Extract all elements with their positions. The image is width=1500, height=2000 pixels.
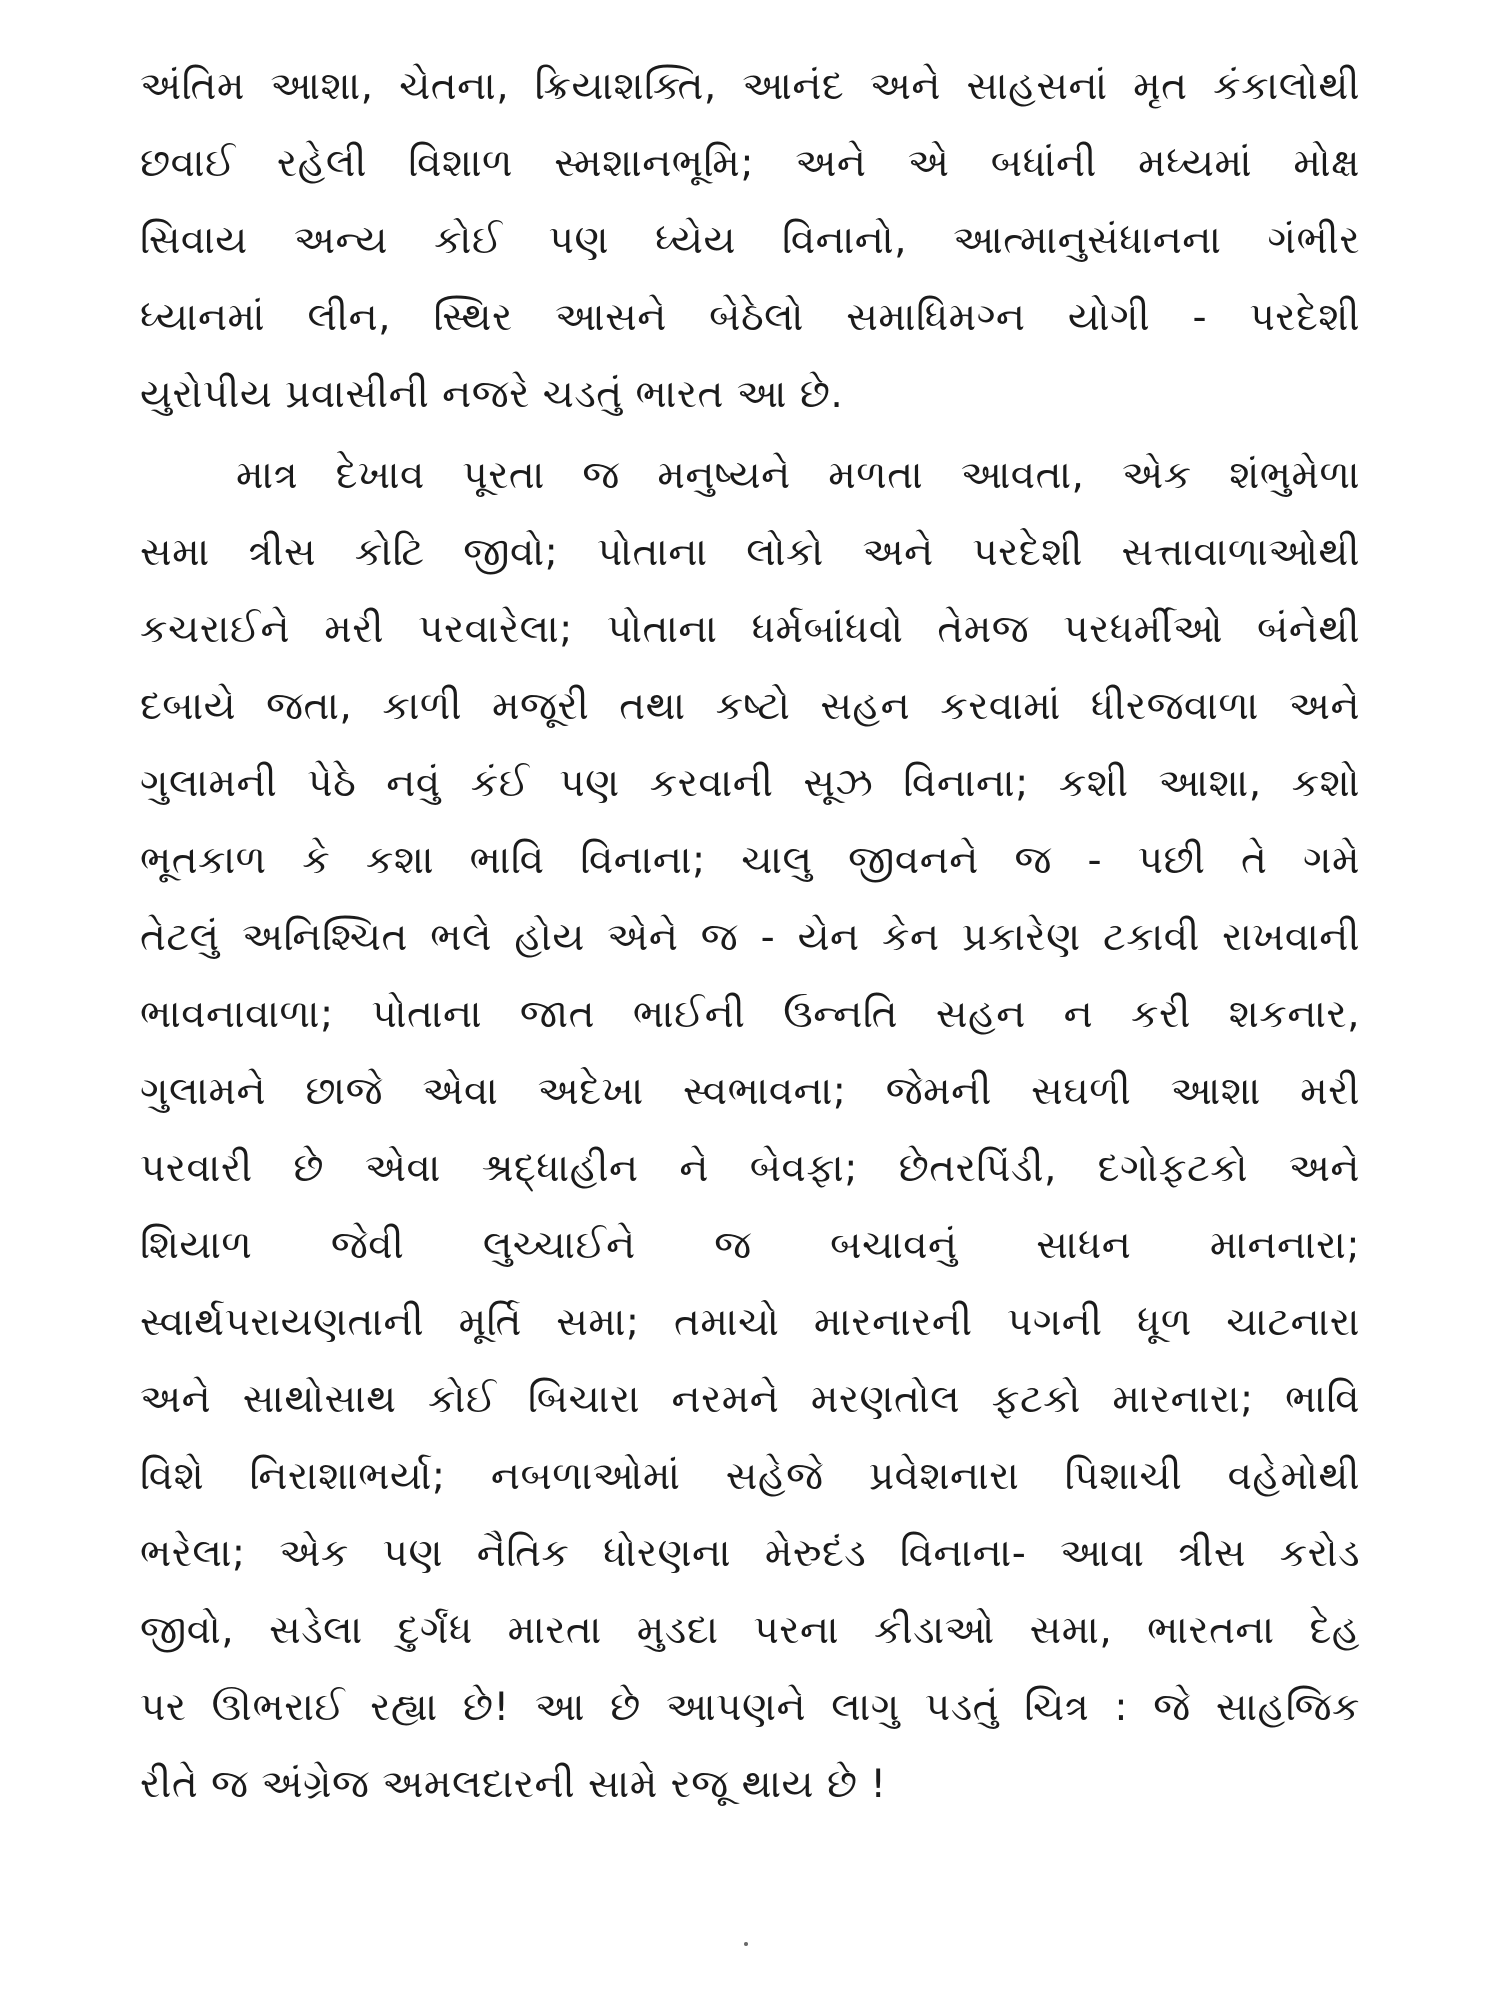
text-line: માત્ર દેખાવ પૂરતા જ મનુષ્યને મળતા આવતા, એક શંભુમેળા (236, 453, 1360, 498)
text-line: ધ્યાનમાં લીન, સ્થિર આસને બેઠેલો સમાધિમગ્ન યોગી - પરદેશી (140, 295, 1360, 340)
scan-speck (744, 1942, 748, 1946)
text-line: સ્વાર્થપરાયણતાની મૂર્તિ સમા; તમાચો મારનારની પગની ધૂળ ચાટનારા (140, 1300, 1360, 1345)
text-line: યુરોપીય પ્રવાસીની નજરે ચડતું ભારત આ છે. (140, 372, 844, 417)
paragraph-2 (140, 437, 1360, 1823)
text-line: શિયાળ જેવી લુચ્ચાઈને જ બચાવનું સાધન માનનારા; (140, 1223, 1360, 1268)
text-line: ભરેલા; એક પણ નૈતિક ધોરણના મેરુદંડ વિનાના- આવા ત્રીસ કરોડ (140, 1531, 1360, 1576)
text-line: ભૂતકાળ કે કશા ભાવિ વિનાના; ચાલુ જીવનને જ - પછી તે ગમે (140, 838, 1360, 883)
document-page (140, 48, 1360, 1823)
text-line: ભાવનાવાળા; પોતાના જાત ભાઈની ઉન્નતિ સહન ન કરી શકનાર, (140, 992, 1360, 1037)
text-line: દબાયે જતા, કાળી મજૂરી તથા કષ્ટો સહન કરવામાં ધીરજવાળા અને (140, 684, 1360, 729)
text-line: પર ઊભરાઈ રહ્યા છે! આ છે આપણને લાગુ પડતું ચિત્ર : જે સાહજિક (140, 1685, 1360, 1730)
text-line: વિશે નિરાશાભર્યા; નબળાઓમાં સહેજે પ્રવેશનારા પિશાચી વહેમોથી (140, 1454, 1360, 1499)
text-line: સિવાય અન્ય કોઈ પણ ધ્યેય વિનાનો, આત્માનુસંધાનના ગંભીર (140, 218, 1361, 263)
text-line: સમા ત્રીસ કોટિ જીવો; પોતાના લોકો અને પરદેશી સત્તાવાળાઓથી (140, 530, 1360, 575)
text-line: ગુલામની પેઠે નવું કંઈ પણ કરવાની સૂઝ વિનાના; કશી આશા, કશો (140, 761, 1360, 806)
text-line: જીવો, સડેલા દુર્ગંધ મારતા મુડદા પરના કીડાઓ સમા, ભારતના દેહ (140, 1608, 1360, 1653)
text-line: ગુલામને છાજે એવા અદેખા સ્વભાવના; જેમની સઘળી આશા મરી (140, 1069, 1360, 1114)
text-line: રીતે જ અંગ્રેજ અમલદારની સામે રજૂ થાય છે ! (140, 1762, 887, 1807)
text-line: પરવારી છે એવા શ્રદ્ધાહીન ને બેવફા; છેતરપિંડી, દગોફટકો અને (140, 1146, 1360, 1191)
paragraph-1 (140, 48, 1360, 433)
text-line: અને સાથોસાથ કોઈ બિચારા નરમને મરણતોલ ફટકો મારનારા; ભાવિ (140, 1377, 1360, 1422)
text-line: કચરાઈને મરી પરવારેલા; પોતાના ધર્મબાંધવો તેમજ પરધર્મીઓ બંનેથી (140, 607, 1360, 652)
text-line: છવાઈ રહેલી વિશાળ સ્મશાનભૂમિ; અને એ બધાંની મધ્યમાં મોક્ષ (140, 141, 1360, 186)
text-line: અંતિમ આશા, ચેતના, ક્રિયાશક્તિ, આનંદ અને સાહસનાં મૃત કંકાલોથી (140, 64, 1360, 109)
text-line: તેટલું અનિશ્ચિત ભલે હોય એને જ - યેન કેન પ્રકારેણ ટકાવી રાખવાની (140, 915, 1360, 960)
